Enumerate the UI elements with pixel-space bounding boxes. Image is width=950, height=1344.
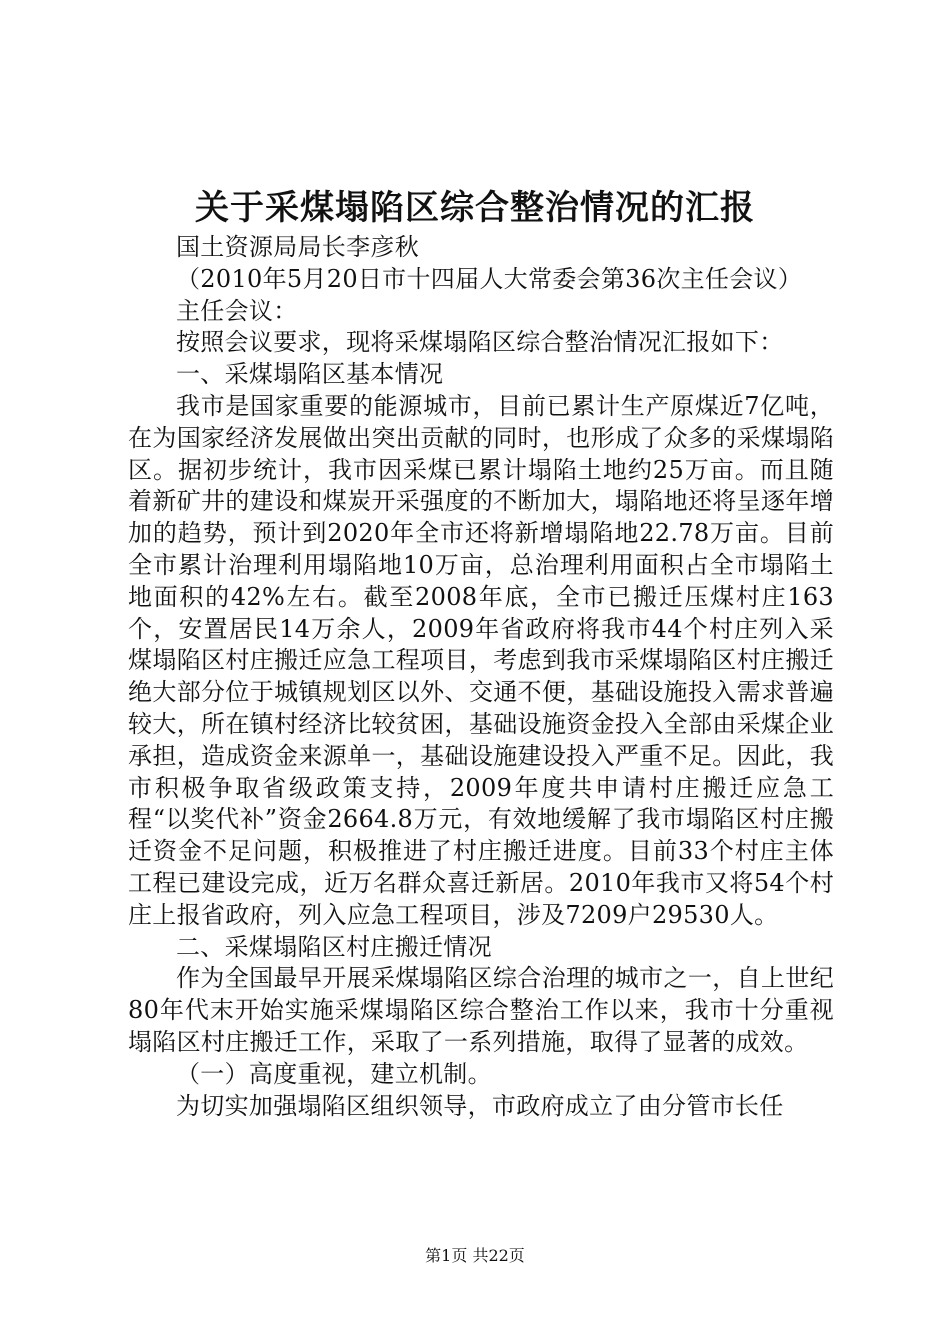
section-heading-1: 一、采煤塌陷区基本情况 — [176, 360, 444, 389]
body-paragraph: 作为全国最早开展采煤塌陷区综合治理的城市之一，自上世纪80年代末开始实施采煤塌陷区综合整治工作以来，我市十分重视塌陷区村庄搬迁工作，采取了一系列措施，取得了显著的成效。 — [128, 964, 834, 1056]
page-footer: 第1页 共22页 — [425, 1246, 525, 1265]
section-heading-2: 二、采煤塌陷区村庄搬迁情况 — [176, 932, 492, 961]
document-body — [128, 232, 834, 1122]
document-title: 关于采煤塌陷区综合整治情况的汇报 — [195, 188, 755, 228]
meeting-note: （2010年5月20日市十四届人大常委会第36次主任会议） — [176, 264, 803, 293]
body-paragraph: 为切实加强塌陷区组织领导，市政府成立了由分管市长任 — [176, 1091, 784, 1120]
salutation: 主任会议： — [176, 296, 298, 325]
body-paragraph: 我市是国家重要的能源城市，目前已累计生产原煤近7亿吨，在为国家经济发展做出突出贡献的同时，也形成了众多的采煤塌陷区。据初步统计，我市因采煤已累计塌陷土地约25万亩。而且随着新矿井的建设和煤炭开采强度的不断加大，塌陷地还将呈逐年增加的趋势，预计到2020年全市还将新增塌陷地22.78万亩。目前全市累计治理利用塌陷地10万亩，总治理利用面积占全市塌陷土地面积的42%左右。截至2008年底，全市已搬迁压煤村庄163个，安置居民14万余人，2009年省政府将我市44个村庄列入采煤塌陷区村庄搬迁应急工程项目，考虑到我市采煤塌陷区村庄搬迁绝大部分位于城镇规划区以外、交通不便，基础设施投入需求普遍较大，所在镇村经济比较贫困，基础设施资金投入全部由采煤企业承担，造成资金来源单一，基础设施建设投入严重不足。因此，我市积极争取省级政策支持，2009年度共申请村庄搬迁应急工程“以奖代补”资金2664.8万元，有效地缓解了我市塌陷区村庄搬迁资金不足问题，积极推进了村庄搬迁进度。目前33个村庄主体工程已建设完成，近万名群众喜迁新居。2010年我市又将54个村庄上报省政府，列入应急工程项目，涉及7209户29530人。 — [128, 391, 834, 929]
intro-paragraph: 按照会议要求，现将采煤塌陷区综合整治情况汇报如下： — [176, 328, 784, 357]
subsection-heading: （一）高度重视，建立机制。 — [176, 1059, 492, 1088]
author-line: 国土资源局局长李彦秋 — [176, 233, 419, 261]
